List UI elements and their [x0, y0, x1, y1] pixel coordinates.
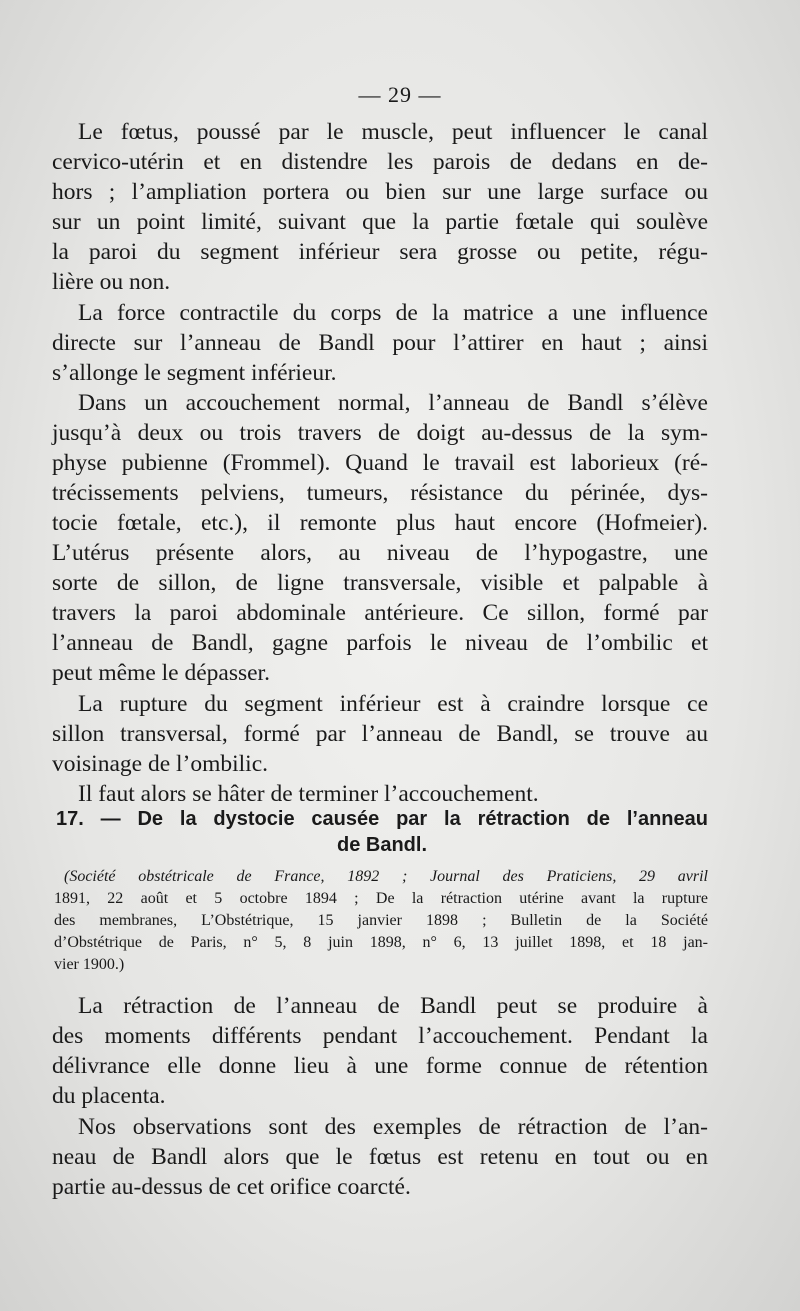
- text-line: sillon transversal, formé par l’anneau de Bandl, se trouve au: [52, 721, 708, 747]
- text-line: lière ou non.: [52, 269, 171, 295]
- text-line: directe sur l’anneau de Bandl pour l’attirer en haut ; ainsi: [52, 330, 708, 356]
- text-line: hors ; l’ampliation portera ou bien sur une large surface ou: [52, 179, 708, 205]
- reference-line: des membranes, L’Obstétrique, 15 janvier 1898 ; Bulletin de la Société: [54, 912, 708, 929]
- text-line: Le fœtus, poussé par le muscle, peut influencer le canal: [78, 119, 708, 145]
- text-line: voisinage de l’ombilic.: [52, 751, 269, 777]
- text-line: la paroi du segment inférieur sera grosse ou petite, régu-: [52, 239, 708, 265]
- text-line: trécissements pelviens, tumeurs, résistance du périnée, dys-: [52, 480, 708, 506]
- text-line: Dans un accouchement normal, l’anneau de Bandl s’élève: [78, 390, 708, 416]
- reference-line: 1891, 22 août et 5 octobre 1894 ; De la rétraction utérine avant la rupture: [54, 890, 708, 907]
- reference-line: d’Obstétrique de Paris, n° 5, 8 juin 1898, n° 6, 13 juillet 1898, et 18 jan-: [54, 934, 708, 951]
- text-line: La rupture du segment inférieur est à craindre lorsque ce: [78, 691, 708, 717]
- text-line: sorte de sillon, de ligne transversale, visible et palpable à: [52, 570, 708, 596]
- text-line: l’anneau de Bandl, gagne parfois le niveau de l’ombilic et: [52, 630, 708, 656]
- text-line: des moments différents pendant l’accouchement. Pendant la: [52, 1023, 708, 1049]
- references-block: [54, 866, 708, 978]
- text-line: travers la paroi abdominale antérieure. Ce sillon, formé par: [52, 600, 708, 626]
- text-line: tocie fœtale, etc.), il remonte plus haut encore (Hofmeier).: [52, 510, 708, 536]
- text-line: Nos observations sont des exemples de rétraction de l’an-: [78, 1114, 708, 1140]
- text-line: physe pubienne (Frommel). Quand le travail est laborieux (ré-: [52, 450, 708, 476]
- reference-line: (Société obstétricale de France, 1892 ; Journal des Praticiens, 29 avril: [64, 868, 708, 885]
- text-line: du placenta.: [52, 1083, 166, 1109]
- section-heading: [56, 806, 708, 858]
- reference-line: vier 1900.): [54, 956, 125, 973]
- text-line: Il faut alors se hâter de terminer l’accouchement.: [78, 781, 539, 807]
- text-line: La force contractile du corps de la matrice a une influence: [78, 300, 708, 326]
- text-line: neau de Bandl alors que le fœtus est retenu en tout ou en: [52, 1144, 708, 1170]
- text-line: partie au-dessus de cet orifice coarcté.: [52, 1174, 411, 1200]
- text-line: cervico-utérin et en distendre les parois de dedans en de-: [52, 149, 708, 175]
- text-line: L’utérus présente alors, au niveau de l’hypogastre, une: [52, 540, 708, 566]
- text-line: sur un point limité, suivant que la partie fœtale qui soulève: [52, 209, 708, 235]
- page-number: — 29 —: [358, 82, 442, 107]
- text-line: délivrance elle donne lieu à une forme connue de rétention: [52, 1053, 708, 1079]
- text-line: jusqu’à deux ou trois travers de doigt au-dessus de la sym-: [52, 420, 708, 446]
- text-line: La rétraction de l’anneau de Bandl peut se produire à: [78, 993, 708, 1019]
- text-line: peut même le dépasser.: [52, 660, 270, 686]
- section-heading-line: 17. — De la dystocie causée par la rétraction de l’anneau: [56, 808, 708, 830]
- text-line: s’allonge le segment inférieur.: [52, 360, 337, 386]
- section-heading-line: de Bandl.: [336, 834, 427, 856]
